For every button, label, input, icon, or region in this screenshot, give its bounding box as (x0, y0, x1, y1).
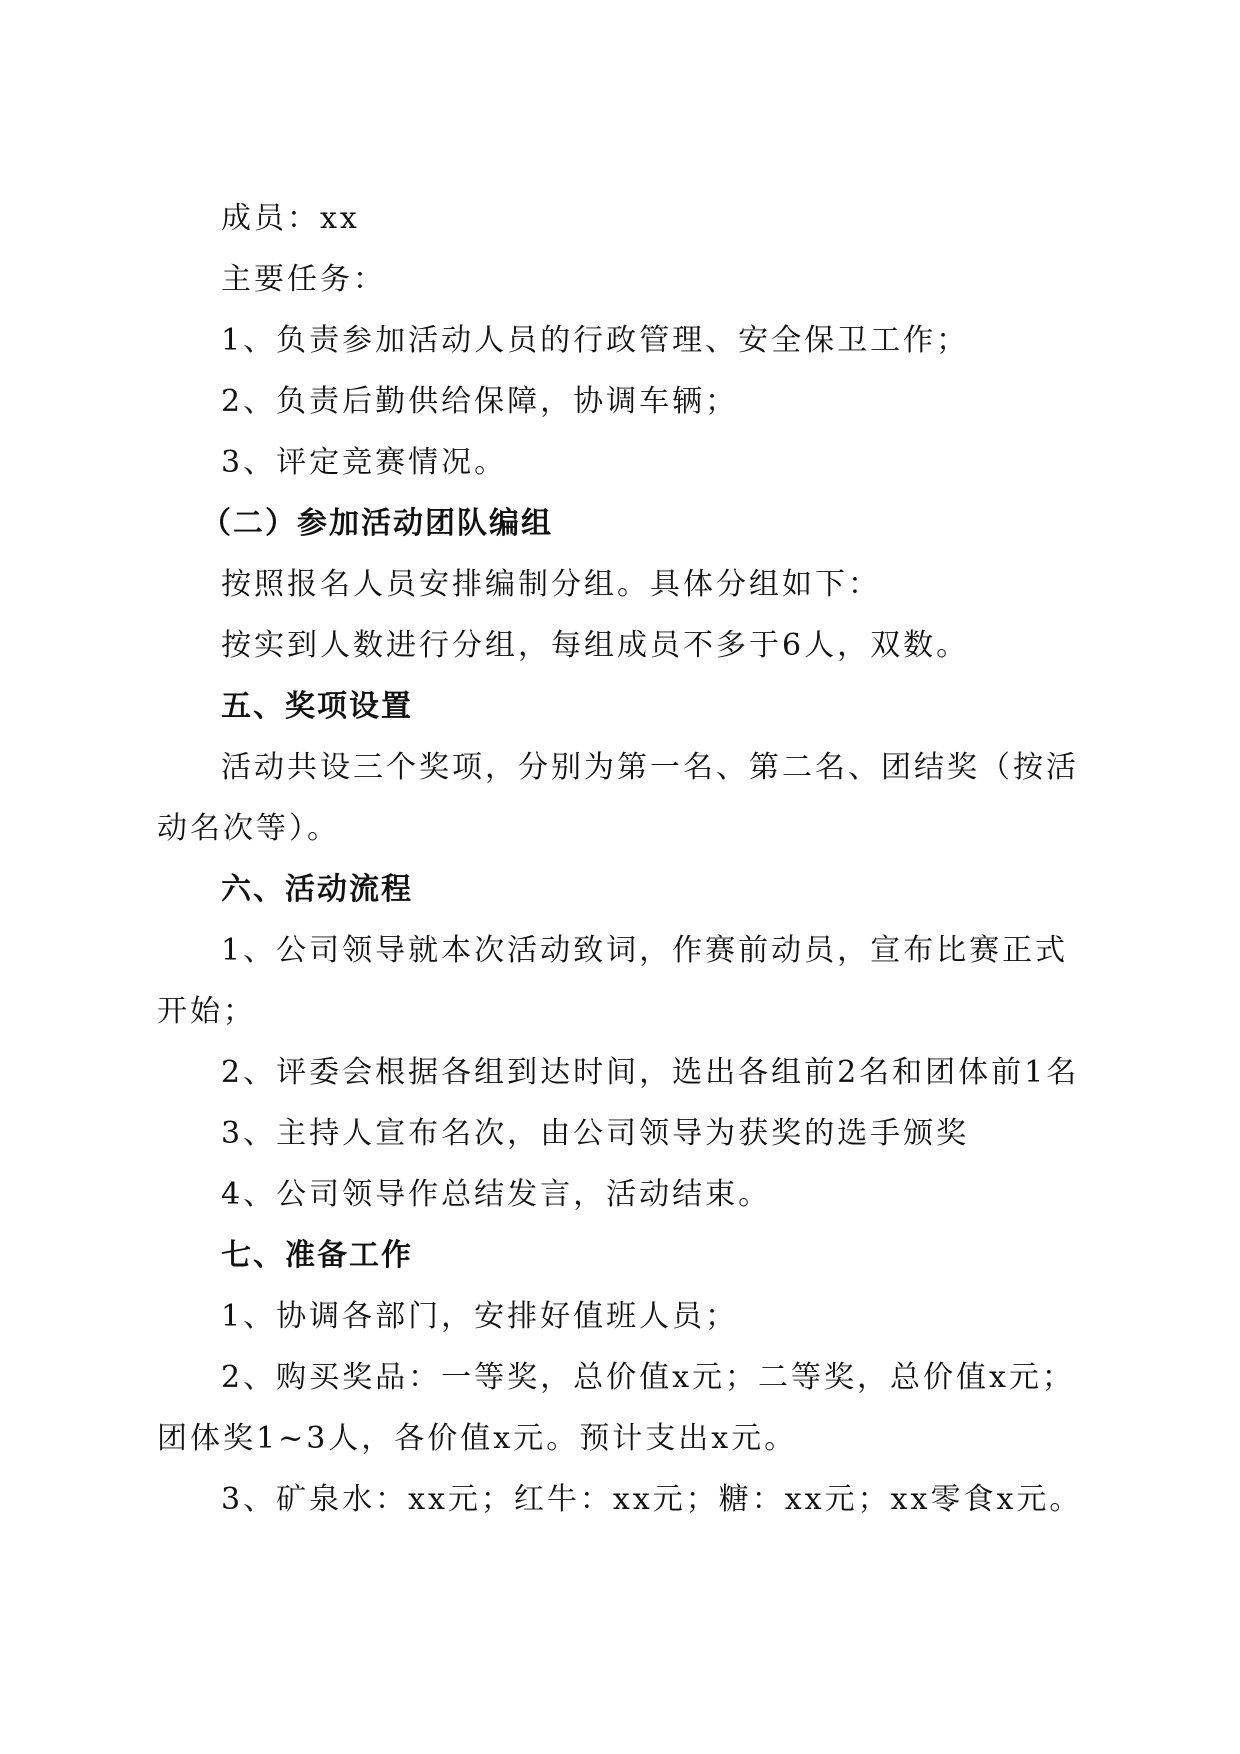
process-step-3: 3、主持人宣布名次，由公司领导为获奖的选手颁奖 (221, 1116, 970, 1151)
preparation-item-3: 3、矿泉水：xx元；红牛：xx元；糖：xx元；xx零食x元。 (221, 1482, 1083, 1517)
section-heading-preparation: 七、准备工作 (221, 1238, 413, 1273)
members-line: 成员：xx (221, 201, 360, 236)
grouping-paragraph-1: 按照报名人员安排编制分组。具体分组如下： (221, 567, 881, 602)
process-step-1: 1、公司领导就本次活动致词，作赛前动员，宣布比赛正式开始； (157, 933, 1069, 1029)
preparation-item-2: 2、购买奖品：一等奖，总价值x元；二等奖，总价值x元；团体奖1~3人，各价值x元。预计支出x元。 (157, 1360, 1075, 1456)
task-item-1: 1、负责参加活动人员的行政管理、安全保卫工作； (221, 323, 970, 358)
process-step-2: 2、评委会根据各组到达时间，选出各组前2名和团体前1名 (221, 1055, 1080, 1090)
section-heading-process: 六、活动流程 (221, 872, 413, 907)
awards-paragraph: 活动共设三个奖项，分别为第一名、第二名、团结奖（按活动名次等）。 (157, 750, 1079, 846)
main-tasks-label: 主要任务： (221, 262, 386, 297)
task-item-3: 3、评定竞赛情况。 (221, 445, 508, 480)
section-heading-awards: 五、奖项设置 (221, 689, 413, 724)
section-heading-team-grouping: （二）参加活动团队编组 (201, 506, 553, 541)
document-body (157, 188, 1087, 1530)
process-step-4: 4、公司领导作总结发言，活动结束。 (221, 1177, 772, 1212)
task-item-2: 2、负责后勤供给保障，协调车辆； (221, 384, 739, 419)
preparation-item-1: 1、协调各部门，安排好值班人员； (221, 1299, 739, 1334)
grouping-paragraph-2: 按实到人数进行分组，每组成员不多于6人，双数。 (221, 628, 970, 663)
